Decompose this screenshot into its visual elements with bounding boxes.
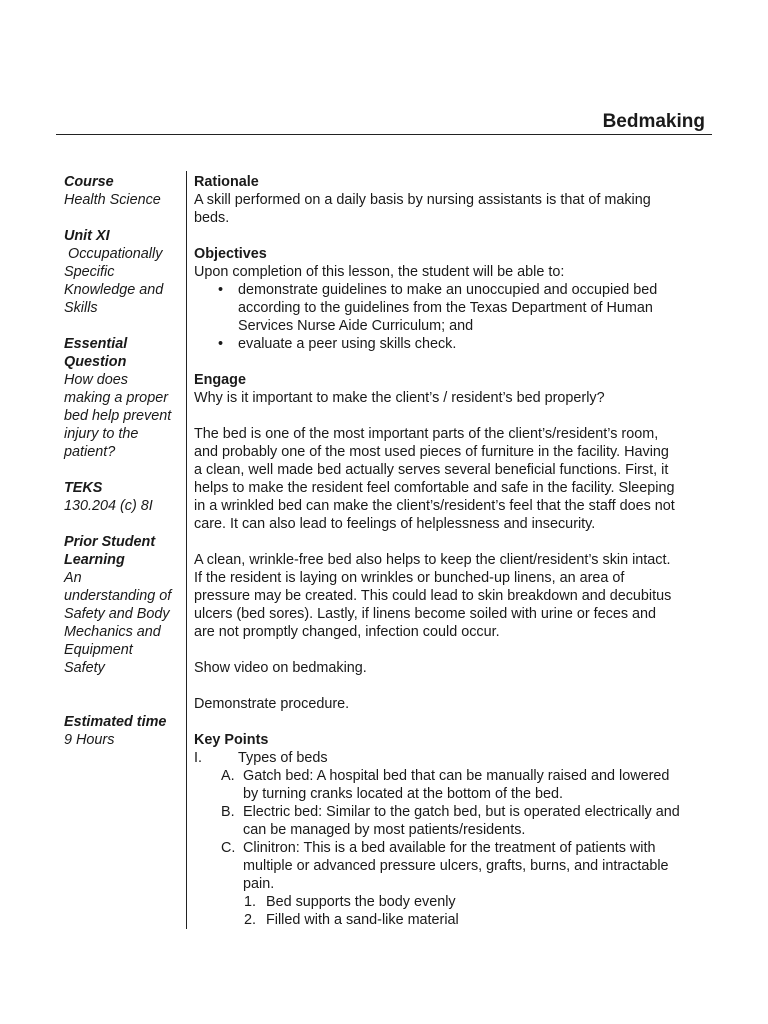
title-divider [56,134,712,135]
course-value: Health Science [64,192,161,208]
essential-question-label: Essential [64,336,128,352]
alpha-marker: A. [221,768,235,784]
prior-learning-label: Learning [64,552,125,568]
alpha-item-line: can be managed by most patients/residents. [243,822,526,838]
alpha-item-line: multiple or advanced pressure ulcers, grafts, burns, and intractable [243,858,669,874]
objective-bullet-item [194,335,706,353]
alpha-item-line: Clinitron: This is a bed available for the treatment of patients with [243,840,656,856]
engage-paragraph-line: pressure may be created. This could lead to skin breakdown and decubitus [194,588,672,604]
alpha-list-item [194,839,706,893]
prior-learning-label: Prior Student [64,534,156,550]
estimated-time-value: 9 Hours [64,732,115,748]
numbered-list-item [194,893,706,911]
engage-paragraph-line: helps to make the resident feel comfortable and safe in the facility. Sleeping [194,480,675,496]
estimated-time-label: Estimated time [64,714,167,730]
number-marker: 1. [244,894,257,910]
unit-value-line: Specific [64,264,115,280]
prior-learning-line: Equipment [64,642,133,658]
engage-paragraph-line: care. It can also lead to feelings of helplessness and insecurity. [194,516,596,532]
unit-value-line: Knowledge and [64,282,164,298]
objective-line: according to the guidelines from the Texas Department of Human [238,300,653,316]
engage-paragraph-line: ulcers (bed sores). Lastly, if linens become soiled with urine or feces and [194,606,657,622]
essential-question-line: How does [64,372,128,388]
alpha-marker: C. [221,840,236,856]
roman-numeral: I. [194,750,202,766]
prior-learning-line: Safety and Body [64,606,170,622]
objective-line: evaluate a peer using skills check. [238,336,457,352]
course-label: Course [64,174,114,190]
alpha-marker: B. [221,804,235,820]
objectives-heading: Objectives [194,246,267,262]
prior-learning-line: Mechanics and [64,624,161,640]
objective-bullet-item [194,281,706,335]
alpha-item-line: pain. [243,876,275,892]
bullet-icon: • [218,336,224,352]
roman-list-item [194,749,706,767]
numbered-list-item [194,911,706,929]
demonstrate-instruction: Demonstrate procedure. [194,696,350,712]
rationale-heading: Rationale [194,174,259,190]
engage-paragraph-line: If the resident is laying on wrinkles or bunched-up linens, an area of [194,570,625,586]
prior-learning-line: Safety [64,660,105,676]
essential-question-line: making a proper [64,390,168,406]
video-instruction: Show video on bedmaking. [194,660,367,676]
numbered-item-text: Bed supports the body evenly [266,894,456,910]
alpha-item-line: Electric bed: Similar to the gatch bed, but is operated electrically and [243,804,680,820]
key-points-heading: Key Points [194,732,269,748]
engage-paragraph-line: and probably one of the most used pieces of furniture in the facility. Having [194,444,669,460]
teks-label: TEKS [64,480,103,496]
engage-heading: Engage [194,372,246,388]
essential-question-line: bed help prevent [64,408,172,424]
objective-line: Services Nurse Aide Curriculum; and [238,318,474,334]
engage-question: Why is it important to make the client’s / resident’s bed properly? [194,390,605,406]
engage-paragraph-line: A clean, wrinkle-free bed also helps to keep the client/resident’s skin intact. [194,552,671,568]
unit-value-line: Occupationally [64,246,163,262]
bullet-icon: • [218,282,224,298]
engage-paragraph-line: are not promptly changed, infection could occur. [194,624,500,640]
lesson-sidebar [64,173,182,749]
alpha-list-item [194,803,706,839]
prior-learning-line: An [64,570,82,586]
numbered-item-text: Filled with a sand-like material [266,912,459,928]
teks-value: 130.204 (c) 8I [64,498,153,514]
rationale-line: A skill performed on a daily basis by nursing assistants is that of making [194,192,651,208]
alpha-item-line: Gatch bed: A hospital bed that can be manually raised and lowered [243,768,670,784]
essential-question-label: Question [64,354,127,370]
essential-question-line: injury to the [64,426,139,442]
number-marker: 2. [244,912,257,928]
unit-label: Unit XI [64,228,110,244]
engage-paragraph-line: a clean, well made bed actually serves several beneficial functions. First, it [194,462,669,478]
engage-paragraph-line: The bed is one of the most important parts of the client’s/resident’s room, [194,426,659,442]
page-title: Bedmaking [602,111,705,132]
lesson-content [194,173,706,929]
prior-learning-line: understanding of [64,588,172,604]
column-divider [186,171,187,929]
unit-value-line: Skills [64,300,98,316]
objective-line: demonstrate guidelines to make an unoccupied and occupied bed [238,282,658,298]
alpha-item-line: by turning cranks located at the bottom of the bed. [243,786,563,802]
roman-item-text: Types of beds [238,750,328,766]
rationale-line: beds. [194,210,230,226]
alpha-list-item [194,767,706,803]
essential-question-line: patient? [64,444,116,460]
objectives-intro: Upon completion of this lesson, the student will be able to: [194,264,565,280]
engage-paragraph-line: in a wrinkled bed can make the client’s/resident’s feel that the staff does not [194,498,675,514]
